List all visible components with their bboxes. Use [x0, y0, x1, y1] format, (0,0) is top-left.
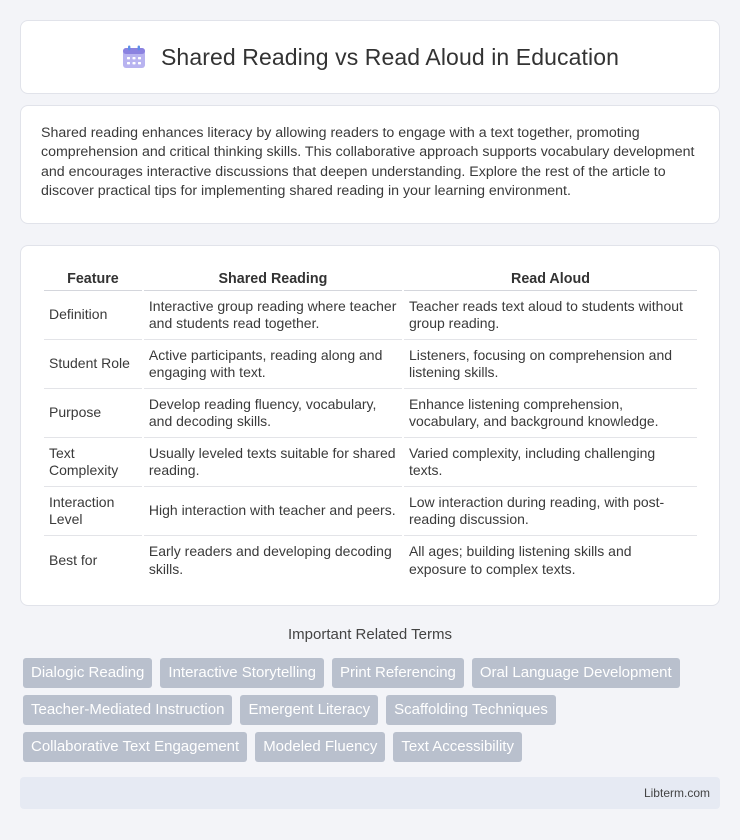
feature-cell: Definition	[44, 291, 142, 340]
header-read-aloud: Read Aloud	[404, 265, 697, 291]
term-row	[23, 695, 723, 725]
read-aloud-cell: Low interaction during reading, with post-reading discussion.	[404, 487, 697, 536]
term-tag[interactable]: Teacher-Mediated Instruction	[23, 695, 232, 725]
footer	[20, 777, 720, 809]
header-shared-reading: Shared Reading	[144, 265, 402, 291]
table-row	[44, 438, 697, 487]
shared-reading-cell: High interaction with teacher and peers.	[144, 487, 402, 536]
related-terms	[23, 658, 723, 769]
table-row	[44, 389, 697, 438]
read-aloud-cell: All ages; building listening skills and exposure to complex texts.	[408, 543, 632, 577]
read-aloud-cell: Varied complexity, including challenging texts.	[404, 438, 697, 487]
intro-paragraph: Shared reading enhances literacy by allowing readers to engage with a text together, promoting comprehension and critical thinking skills. This collaborative approach supports vocabulary development and encourages interactive discussions that deepen understanding. Explore the rest of the article to discover practical tips for implementing shared reading in your learning environment.	[41, 125, 695, 200]
read-aloud-cell: Teacher reads text aloud to students without group reading.	[404, 291, 697, 340]
term-tag[interactable]: Modeled Fluency	[255, 732, 385, 762]
comparison-table	[42, 265, 699, 585]
term-tag[interactable]: Scaffolding Techniques	[386, 695, 556, 725]
related-terms-heading: Important Related Terms	[288, 626, 452, 643]
table-row	[44, 487, 697, 536]
title-card	[20, 20, 720, 94]
feature-cell: Text Complexity	[44, 438, 142, 487]
feature-cell: Best for	[49, 551, 98, 568]
title-wrap	[121, 44, 619, 71]
read-aloud-cell: Enhance listening comprehension, vocabulary, and background knowledge.	[404, 389, 697, 438]
feature-cell: Student Role	[44, 340, 142, 389]
page-title: Shared Reading vs Read Aloud in Education	[160, 43, 620, 70]
shared-reading-cell: Active participants, reading along and engaging with text.	[144, 340, 402, 389]
read-aloud-cell: Listeners, focusing on comprehension and listening skills.	[404, 340, 697, 389]
shared-reading-cell: Develop reading fluency, vocabulary, and decoding skills.	[144, 389, 402, 438]
term-tag[interactable]: Interactive Storytelling	[160, 658, 324, 688]
shared-reading-cell: Usually leveled texts suitable for shared reading.	[144, 438, 402, 487]
table-row	[44, 340, 697, 389]
feature-cell: Interaction Level	[44, 487, 142, 536]
term-tag[interactable]: Print Referencing	[332, 658, 464, 688]
term-tag[interactable]: Dialogic Reading	[23, 658, 152, 688]
header-feature: Feature	[44, 265, 142, 291]
term-tag[interactable]: Emergent Literacy	[240, 695, 378, 725]
comparison-card	[20, 245, 720, 606]
shared-reading-cell: Interactive group reading where teacher and students read together.	[144, 291, 402, 340]
term-row	[23, 732, 723, 762]
intro-card	[20, 105, 720, 224]
term-tag[interactable]: Text Accessibility	[393, 732, 522, 762]
footer-site-link[interactable]: Libterm.com	[643, 786, 710, 800]
table-header-row	[44, 265, 697, 291]
table-row	[44, 536, 697, 585]
table-row	[44, 291, 697, 340]
shared-reading-cell: Early readers and developing decoding skills.	[148, 543, 392, 577]
feature-cell: Purpose	[44, 389, 142, 438]
term-row	[23, 658, 723, 688]
term-tag[interactable]: Oral Language Development	[472, 658, 680, 688]
term-tag[interactable]: Collaborative Text Engagement	[23, 732, 247, 762]
calendar-icon	[121, 44, 147, 70]
